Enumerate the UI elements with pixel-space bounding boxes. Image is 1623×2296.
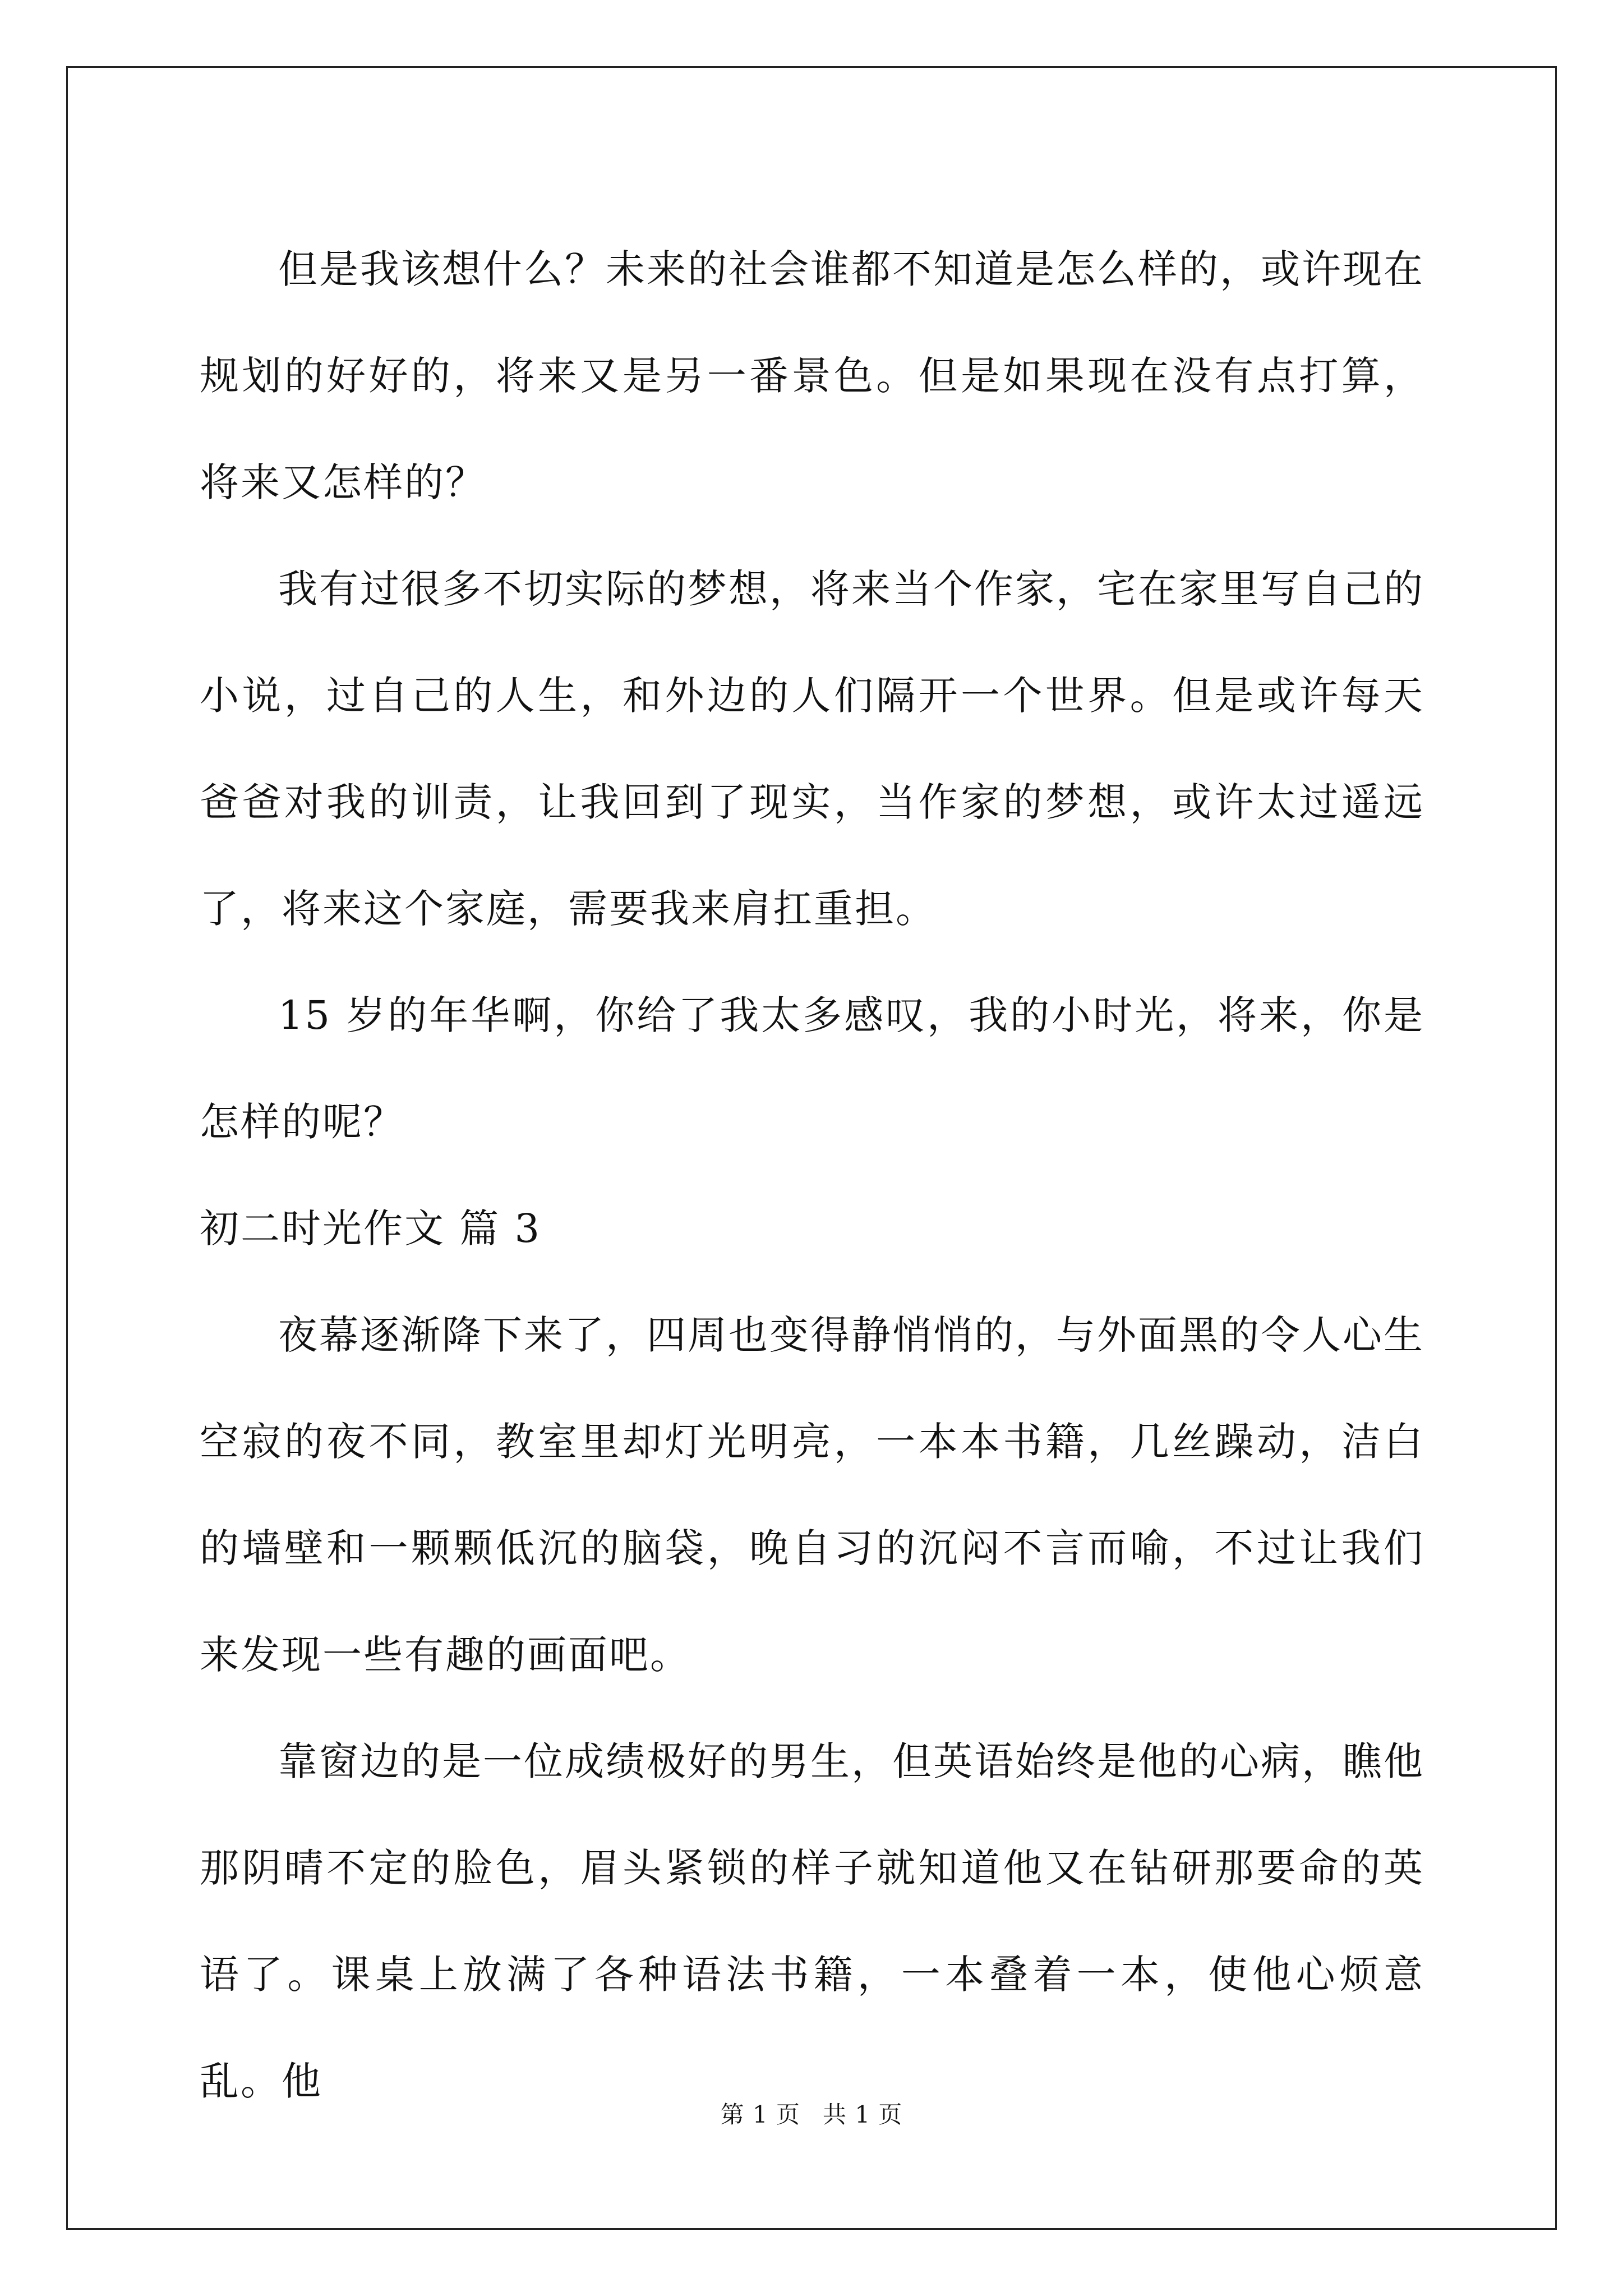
paragraph-2: 我有过很多不切实际的梦想，将来当个作家，宅在家里写自己的小说，过自己的人生，和外边的人们隔开一个世界。但是或许每天爸爸对我的训责，让我回到了现实，当作家的梦想，或许太过遥远了，将来这个家庭，需要我来肩扛重担。	[200, 566, 1424, 932]
paragraph-4: 夜幕逐渐降下来了，四周也变得静悄悄的，与外面黑的令人心生空寂的夜不同，教室里却灯光明亮，一本本书籍，几丝躁动，洁白的墙壁和一颗颗低沉的脑袋，晚自习的沉闷不言而喻，不过让我们来发现一些有趣的画面吧。	[200, 1312, 1424, 1678]
page-footer	[0, 2098, 1623, 2132]
section-heading: 初二时光作文 篇 3	[200, 1205, 542, 1251]
page-number-total: 共 1 页	[823, 2101, 903, 2128]
paragraph-5: 靠窗边的是一位成绩极好的男生，但英语始终是他的心病，瞧他那阴晴不定的脸色，眉头紧锁的样子就知道他又在钻研那要命的英语了。课桌上放满了各种语法书籍，一本叠着一本，使他心烦意乱。他	[200, 1738, 1424, 2104]
page-number-current: 第 1 页	[720, 2101, 800, 2128]
paragraph-1: 但是我该想什么？未来的社会谁都不知道是怎么样的，或许现在规划的好好的，将来又是另一番景色。但是如果现在没有点打算，将来又怎样的？	[200, 246, 1424, 505]
document-body	[200, 216, 1424, 2134]
paragraph-3: 15 岁的年华啊，你给了我太多感叹，我的小时光，将来，你是怎样的呢？	[200, 992, 1424, 1145]
